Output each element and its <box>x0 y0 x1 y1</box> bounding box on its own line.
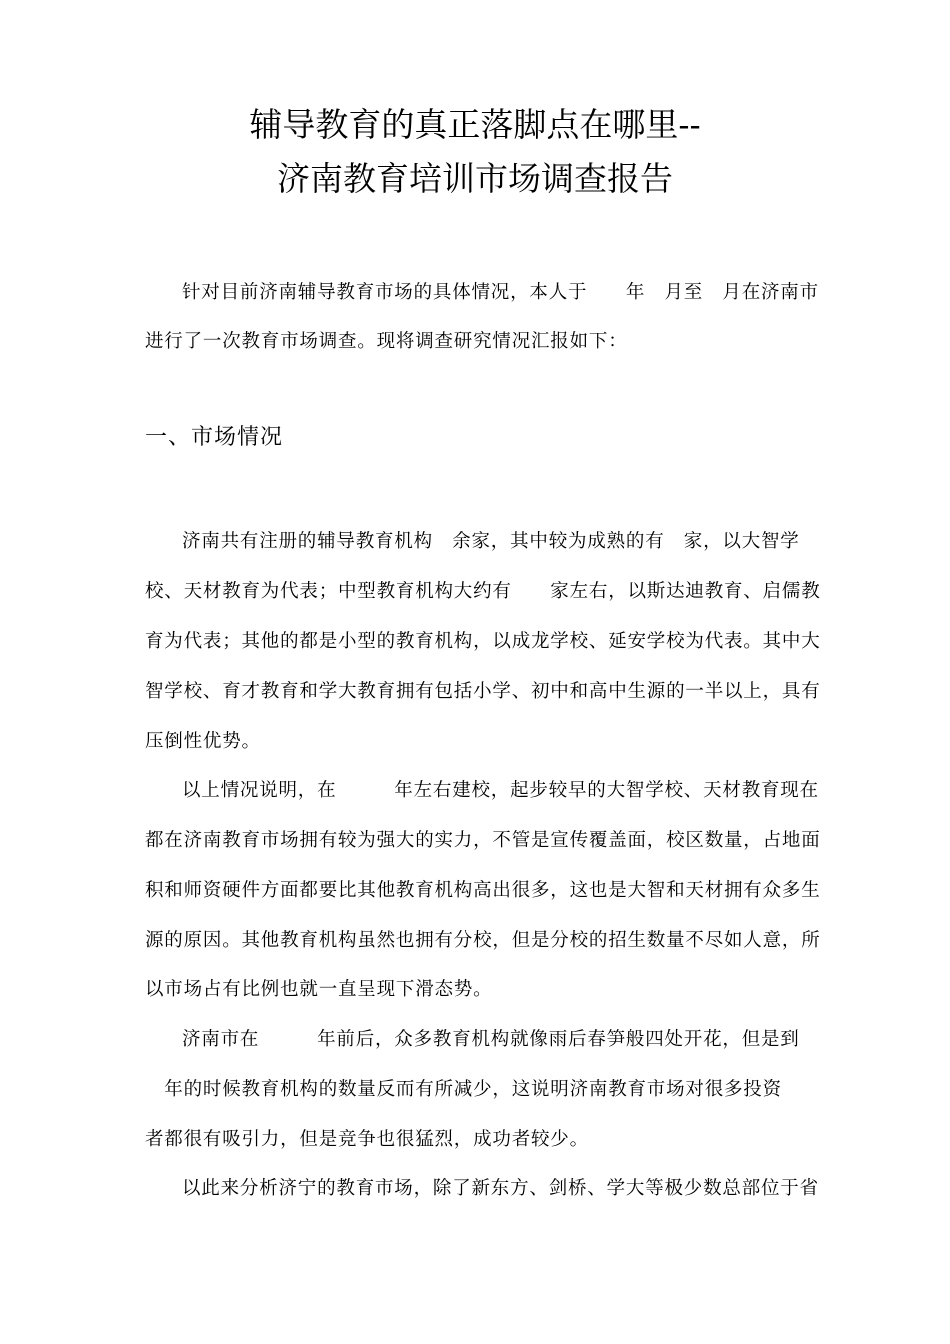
para3-line-1: 济南市在 年前后，众多教育机构就像雨后春笋般四处开花，但是到 <box>182 1029 800 1050</box>
para2-line-4: 源的原因。其他教育机构虽然也拥有分校，但是分校的招生数量不尽如人意，所 <box>145 930 821 951</box>
intro-line-2: 进行了一次教育市场调查。现将调查研究情况汇报如下： <box>145 331 628 352</box>
para1-line-2: 校、天材教育为代表；中型教育机构大约有 家左右，以斯达迪教育、启儒教 <box>145 581 821 602</box>
para1-line-5: 压倒性优势。 <box>145 731 261 752</box>
title-line-1: 辅导教育的真正落脚点在哪里-- <box>249 105 701 144</box>
para1-line-4: 智学校、育才教育和学大教育拥有包括小学、初中和高中生源的一半以上，具有 <box>145 681 821 702</box>
para2-line-3: 积和师资硬件方面都要比其他教育机构高出很多，这也是大智和天材拥有众多生 <box>145 880 821 901</box>
para2-line-5: 以市场占有比例也就一直呈现下滑态势。 <box>145 979 493 1000</box>
title-line-2: 济南教育培训市场调查报告 <box>277 159 673 198</box>
para3-line-3: 者都很有吸引力，但是竞争也很猛烈，成功者较少。 <box>145 1129 589 1150</box>
para3-line-2: 年的时候教育机构的数量反而有所减少，这说明济南教育市场对很多投资 <box>145 1079 782 1100</box>
section-heading-market: 一、市场情况 <box>145 425 284 450</box>
para2-line-1: 以上情况说明，在 年左右建校，起步较早的大智学校、天材教育现在 <box>182 780 819 801</box>
intro-line-1: 针对目前济南辅导教育市场的具体情况，本人于 年 月至 月在济南市 <box>182 282 819 303</box>
document-title <box>0 98 950 206</box>
para1-line-1: 济南共有注册的辅导教育机构 余家，其中较为成熟的有 家，以大智学 <box>182 531 800 552</box>
para4-line-1: 以此来分析济宁的教育市场，除了新东方、剑桥、学大等极少数总部位于省 <box>182 1178 819 1199</box>
para1-line-3: 育为代表；其他的都是小型的教育机构，以成龙学校、延安学校为代表。其中大 <box>145 631 821 652</box>
para2-line-2: 都在济南教育市场拥有较为强大的实力，不管是宣传覆盖面，校区数量，占地面 <box>145 830 821 851</box>
